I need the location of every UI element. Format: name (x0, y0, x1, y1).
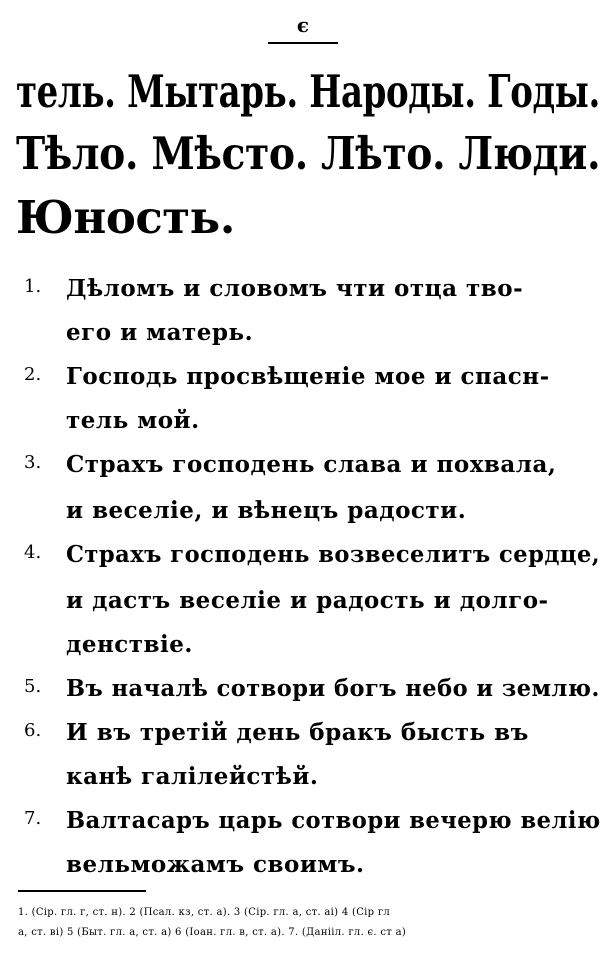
verse-line: Дѣломъ и словомъ чти отца тво- (66, 275, 524, 302)
verse-line: Господь просвѣщеніе мое и спасн- (66, 363, 550, 390)
verse-number: 5. (24, 676, 42, 697)
verse-number: 4. (24, 542, 42, 563)
verse-line: и веселіе, и вѣнецъ радости. (66, 497, 467, 524)
footnote-line-1: 1. (Сір. гл. г, ст. н). 2 (Псал. кз, ст. а). 3 (Сір. гл. а, ст. аі) 4 (Сір гл (18, 907, 391, 918)
page-number: є (296, 13, 310, 37)
heading-line-1: тель. Мытарь. Народы. Годы. (16, 65, 600, 118)
verse-number: 2. (24, 364, 42, 385)
verse-line: денствіе. (66, 631, 193, 658)
verse-line: канѣ галілейстѣй. (66, 763, 319, 790)
verse-line: и дастъ веселіе и радость и долго- (66, 587, 549, 614)
verse-line: тель мой. (66, 407, 200, 434)
verse-line: Страхъ господень возвеселитъ сердце, (66, 541, 601, 568)
verse-line: Въ началѣ сотвори богъ небо и землю. (66, 675, 600, 702)
page-number-rule (268, 42, 338, 44)
footnote-rule (18, 890, 146, 892)
heading-line-2: Тѣло. Мѣсто. Лѣто. Люди. (16, 127, 601, 180)
verse-line: Страхъ господень слава и похвала, (66, 451, 557, 478)
verse-number: 1. (24, 276, 42, 297)
verse-line: вельможамъ своимъ. (66, 851, 365, 878)
heading-line-3: Юность. (16, 191, 235, 244)
verse-line: Валтасаръ царь сотвори вечерю велію (66, 807, 601, 834)
verse-line: И въ третій день бракъ бысть въ (66, 719, 529, 746)
verse-number: 6. (24, 720, 42, 741)
verse-number: 3. (24, 452, 42, 473)
verse-number: 7. (24, 808, 42, 829)
verse-line: его и матерь. (66, 319, 254, 346)
footnote-line-2: а, ст. ві) 5 (Быт. гл. а, ст. а) 6 (Іоан. гл. в, ст. а). 7. (Данііл. гл. є. ст а) (18, 927, 407, 938)
